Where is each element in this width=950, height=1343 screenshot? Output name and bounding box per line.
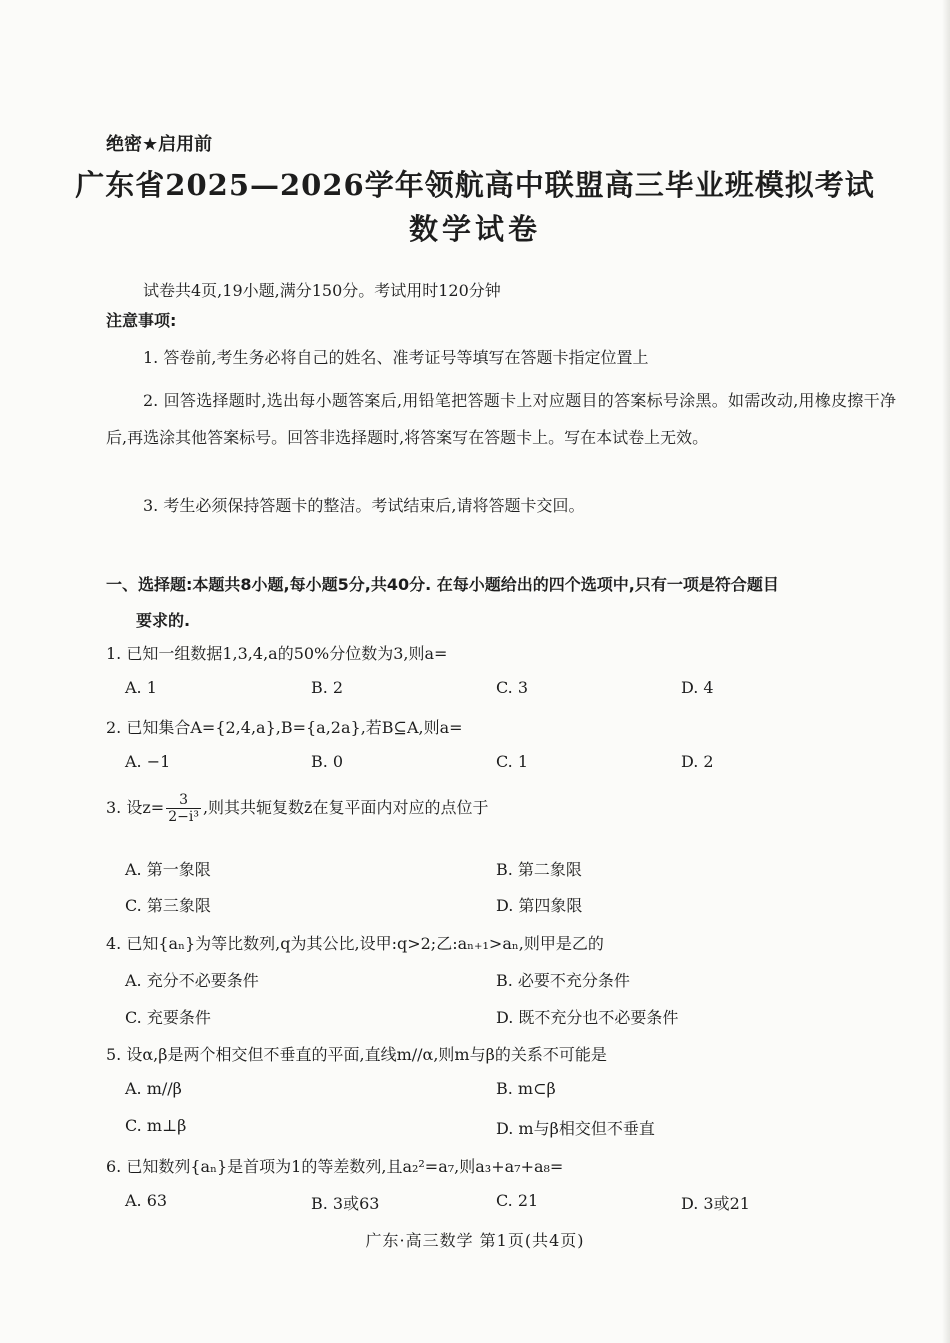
option-a: A. 第一象限 [125, 860, 211, 879]
page-footer: 广东·高三数学 第1页(共4页) [365, 1231, 585, 1250]
note-item: 1. 答卷前,考生务必将自己的姓名、准考证号等填写在答题卡指定位置上 [143, 348, 649, 367]
option-a: A. −1 [125, 752, 171, 771]
option-a: A. 63 [125, 1191, 168, 1210]
option-a: A. m//β [125, 1079, 182, 1098]
fraction-numerator: 3 [166, 792, 201, 809]
question-stem [106, 792, 488, 825]
exam-title: 广东省2025—2026学年领航高中联盟高三毕业班模拟考试 [75, 168, 875, 202]
option-a: A. 1 [125, 678, 157, 697]
paper-subject-title: 数学试卷 [408, 212, 541, 246]
option-a: A. 充分不必要条件 [125, 971, 259, 990]
option-c: C. 充要条件 [125, 1008, 211, 1027]
option-d: D. 3或21 [681, 1194, 750, 1213]
exam-info: 试卷共4页,19小题,满分150分。考试用时120分钟 [143, 281, 501, 300]
fraction-denominator: 2−i³ [168, 809, 199, 825]
note-item: 3. 考生必须保持答题卡的整洁。考试结束后,请将答题卡交回。 [143, 496, 585, 515]
option-d: D. 第四象限 [496, 896, 583, 915]
option-b: B. 3或63 [311, 1194, 380, 1213]
option-d: D. 2 [681, 752, 714, 771]
option-b: B. m⊂β [496, 1079, 556, 1098]
option-b: B. 2 [311, 678, 344, 697]
question-stem: 4. 已知{aₙ}为等比数列,q为其公比,设甲:q>2;乙:aₙ₊₁>aₙ,则甲是乙的 [106, 934, 604, 953]
option-c: C. 3 [496, 678, 529, 697]
note-item: 2. 回答选择题时,选出每小题答案后,用铅笔把答题卡上对应题目的答案标号涂黑。如需改动,用橡皮擦干净后,再选涂其他答案标号。回答非选择题时,将答案写在答题卡上。写在本试卷上无效。 [106, 391, 896, 447]
option-d: D. m与β相交但不垂直 [496, 1119, 655, 1138]
question-stem: 6. 已知数列{aₙ}是首项为1的等差数列,且a₂²=a₇,则a₃+a₇+a₈= [106, 1157, 564, 1176]
section-heading [106, 567, 896, 639]
option-b: B. 第二象限 [496, 860, 582, 879]
option-d: D. 4 [681, 678, 714, 697]
page-edge-shadow [942, 0, 950, 1343]
option-d: D. 既不充分也不必要条件 [496, 1008, 679, 1027]
section-heading-line2: 要求的. [136, 611, 191, 630]
question-stem: 1. 已知一组数据1,3,4,a的50%分位数为3,则a= [106, 644, 448, 663]
question-stem: 2. 已知集合A={2,4,a},B={a,2a},若B⊆A,则a= [106, 718, 463, 737]
option-c: C. 21 [496, 1191, 539, 1210]
option-c: C. 1 [496, 752, 529, 771]
option-b: B. 0 [311, 752, 344, 771]
question-stem: 5. 设α,β是两个相交但不垂直的平面,直线m//α,则m与β的关系不可能是 [106, 1045, 607, 1064]
question-stem-prefix: 3. 设z= [106, 798, 165, 817]
notes-heading: 注意事项: [106, 311, 177, 330]
fraction [166, 792, 201, 825]
section-heading-line1: 一、选择题:本题共8小题,每小题5分,共40分. 在每小题给出的四个选项中,只有一项是符合题目 [106, 575, 779, 594]
confidential-label: 绝密★启用前 [106, 134, 213, 155]
option-c: C. m⊥β [125, 1116, 187, 1135]
option-b: B. 必要不充分条件 [496, 971, 630, 990]
question-stem-suffix: ,则其共轭复数z̄在复平面内对应的点位于 [202, 798, 489, 817]
option-c: C. 第三象限 [125, 896, 211, 915]
